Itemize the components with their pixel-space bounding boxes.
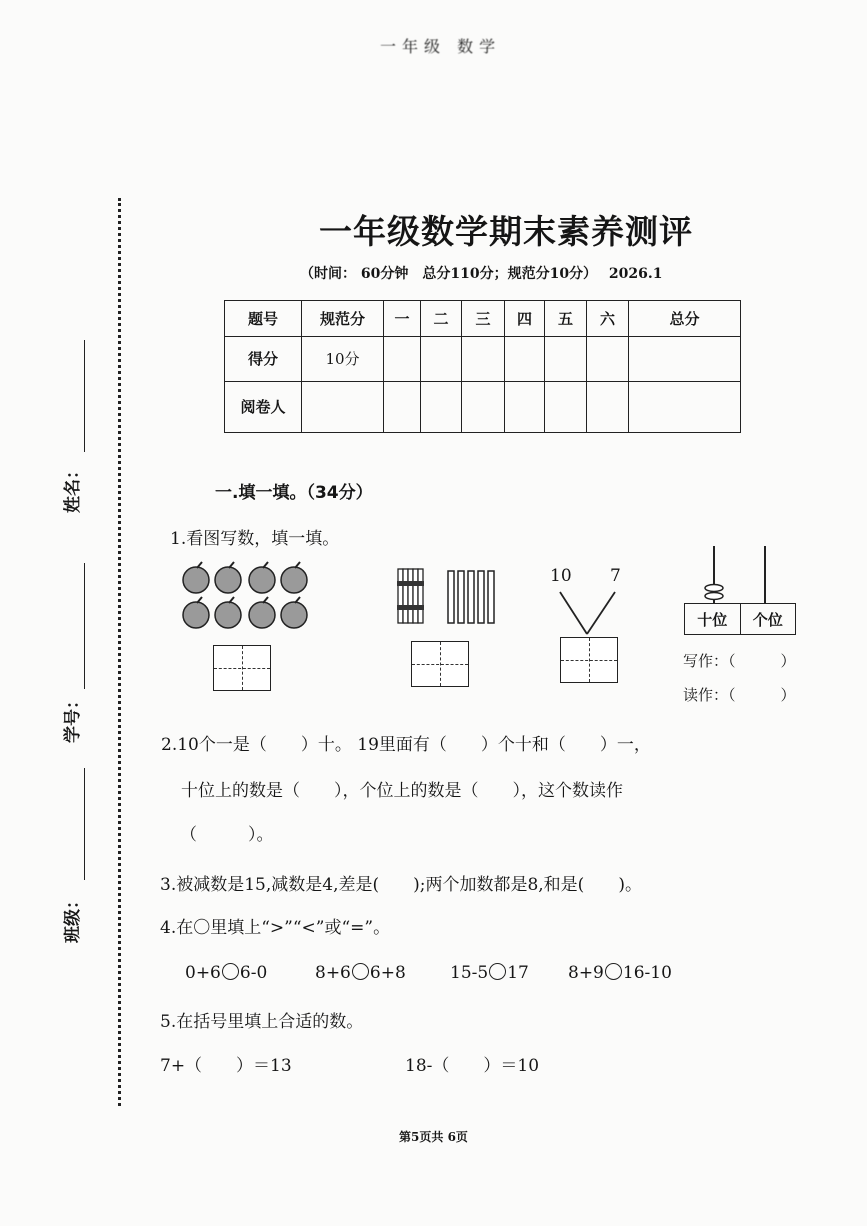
compare-circle[interactable] bbox=[352, 963, 369, 980]
compare-circle[interactable] bbox=[489, 963, 506, 980]
grader-cell[interactable] bbox=[629, 381, 741, 432]
binding-dotted-line bbox=[118, 198, 121, 1106]
split-number-right: 7 bbox=[610, 566, 621, 586]
answer-grid[interactable] bbox=[411, 641, 469, 687]
score-cell[interactable] bbox=[505, 337, 545, 381]
write-as-field: 写作：（ ） bbox=[683, 652, 796, 670]
answer-grid[interactable] bbox=[213, 645, 271, 691]
question-2-line-3: （ ）。 bbox=[180, 825, 274, 845]
compare-item bbox=[568, 963, 672, 983]
sticks-image bbox=[396, 567, 502, 625]
score-table bbox=[224, 300, 741, 433]
grader-cell[interactable] bbox=[384, 381, 421, 432]
score-cell[interactable] bbox=[462, 337, 505, 381]
grader-cell[interactable] bbox=[505, 381, 545, 432]
header-cell: 题号 bbox=[225, 301, 302, 337]
header-mark: 一年级 数学 bbox=[380, 37, 502, 56]
name-underline bbox=[84, 340, 85, 452]
compare-circle[interactable] bbox=[605, 963, 622, 980]
header-cell: 四 bbox=[505, 301, 545, 337]
compare-item bbox=[450, 963, 529, 983]
compare-right: 17 bbox=[507, 963, 529, 983]
answer-grid[interactable] bbox=[560, 637, 618, 683]
grader-cell[interactable] bbox=[545, 381, 587, 432]
compare-left: 8+6 bbox=[315, 963, 351, 983]
read-as-field: 读作：（ ） bbox=[683, 686, 796, 704]
grader-cell[interactable] bbox=[462, 381, 505, 432]
exam-title: 一年级数学期末素养测评 bbox=[319, 212, 693, 251]
score-cell[interactable] bbox=[587, 337, 629, 381]
id-underline bbox=[84, 563, 85, 689]
compare-left: 8+9 bbox=[568, 963, 604, 983]
header-cell: 总分 bbox=[629, 301, 741, 337]
compare-item bbox=[185, 963, 267, 983]
grader-row-label: 阅卷人 bbox=[225, 381, 302, 432]
header-cell: 规范分 bbox=[302, 301, 384, 337]
grader-cell[interactable] bbox=[421, 381, 462, 432]
grader-cell[interactable] bbox=[302, 381, 384, 432]
compare-left: 15-5 bbox=[450, 963, 489, 983]
apples-image bbox=[180, 560, 312, 636]
compare-circle[interactable] bbox=[222, 963, 239, 980]
header-cell: 五 bbox=[545, 301, 587, 337]
compare-right: 16-10 bbox=[622, 963, 672, 983]
abacus-bead bbox=[703, 583, 725, 603]
name-label: 姓名： bbox=[63, 462, 83, 513]
fill-in-b: 18-（ ）＝10 bbox=[405, 1056, 540, 1076]
header-cell: 三 bbox=[462, 301, 505, 337]
student-id-label: 学号： bbox=[63, 692, 83, 743]
exam-info: （时间： 60分钟 总分110分；规范分10分） 2026.1 bbox=[300, 266, 663, 282]
header-cell: 一 bbox=[384, 301, 421, 337]
page-number: 第5页共 6页 bbox=[399, 1130, 468, 1144]
grader-cell[interactable] bbox=[587, 381, 629, 432]
class-underline bbox=[84, 768, 85, 880]
tens-place-label: 十位 bbox=[697, 610, 728, 629]
split-lines bbox=[555, 590, 625, 636]
question-2-line-1: 2.10个一是（ ）十。 19里面有（ ）个十和（ ）一， bbox=[161, 735, 651, 755]
score-cell[interactable] bbox=[629, 337, 741, 381]
question-2-line-2: 十位上的数是（ ），个位上的数是（ ），这个数读作 bbox=[181, 781, 623, 801]
abacus-ones-rod bbox=[764, 546, 766, 603]
ones-place-label: 个位 bbox=[740, 604, 796, 634]
question-4: 4.在〇里填上“>”“<”或“=”。 bbox=[160, 918, 391, 938]
split-number-left: 10 bbox=[550, 566, 572, 586]
question-3: 3.被减数是15,减数是4,差是( );两个加数都是8,和是( )。 bbox=[160, 875, 642, 895]
compare-item bbox=[315, 963, 406, 983]
compare-right: 6+8 bbox=[369, 963, 406, 983]
score-row-label: 得分 bbox=[225, 337, 302, 381]
section-heading: 一.填一填。（34分） bbox=[215, 483, 373, 503]
score-cell[interactable] bbox=[545, 337, 587, 381]
header-cell: 二 bbox=[421, 301, 462, 337]
question-5: 5.在括号里填上合适的数。 bbox=[160, 1012, 364, 1032]
place-value-box bbox=[684, 603, 796, 635]
question-1: 1.看图写数，填一填。 bbox=[170, 529, 340, 549]
header-cell: 六 bbox=[587, 301, 629, 337]
norm-score-value: 10分 bbox=[302, 337, 384, 381]
compare-right: 6-0 bbox=[239, 963, 268, 983]
fill-in-a: 7+（ ）＝13 bbox=[160, 1056, 292, 1076]
score-cell[interactable] bbox=[384, 337, 421, 381]
class-label: 班级： bbox=[63, 892, 83, 943]
compare-left: 0+6 bbox=[185, 963, 221, 983]
score-cell[interactable] bbox=[421, 337, 462, 381]
